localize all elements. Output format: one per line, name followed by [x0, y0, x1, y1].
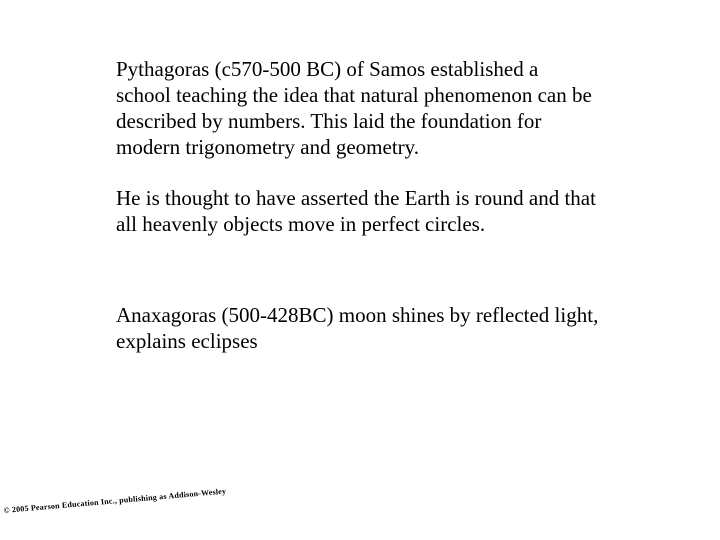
paragraph-earth-round: He is thought to have asserted the Earth is round and that all heavenly objects move in perfect circles. — [116, 186, 596, 236]
copyright-notice: © 2005 Pearson Education Inc., publishing as Addison-Wesley — [3, 486, 227, 515]
paragraph-pythagoras: Pythagoras (c570-500 BC) of Samos established a school teaching the idea that natural phenomenon can be described by numbers. This laid the foundation for modern trigonometry and geometry. — [116, 57, 592, 159]
paragraph-anaxagoras: Anaxagoras (500-428BC) moon shines by reflected light, explains eclipses — [116, 303, 599, 353]
